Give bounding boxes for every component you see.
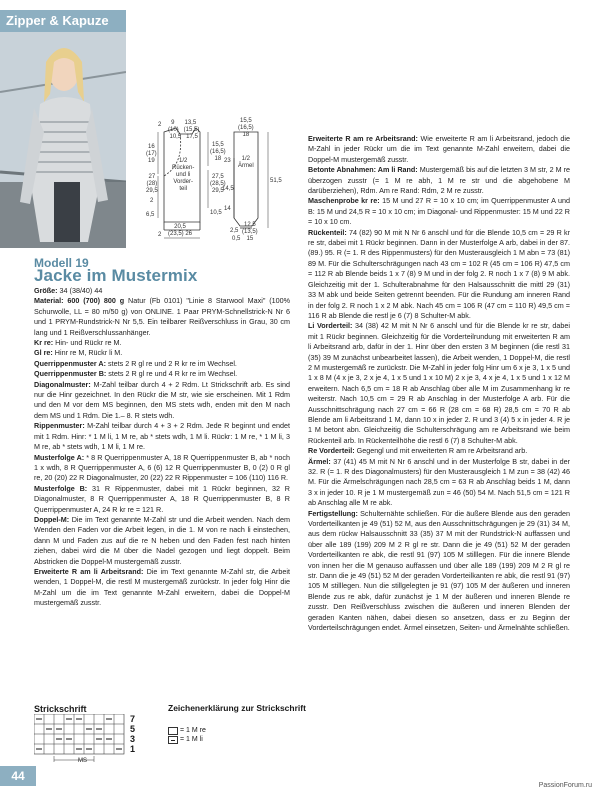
schematic-sleeve-0-5: 0,5 (232, 236, 241, 242)
paragraph: Betonte Abnahmen: Am li Rand: Mustergemäß bis auf die letzten 3 M str, 2 M re überzogen zusstr (= 1 M re abh, 1 M re str und die abgehobene M darüberziehen), Rdm. Am re Rand: Rdm, 2 M re zusstr. (308, 165, 570, 196)
schematic-bottom-left: 6,5 (146, 212, 155, 218)
stitch-chart (34, 714, 136, 775)
paragraph: Querrippenmuster B: stets 2 R gl re und 4 R kr re im Wechsel. (34, 369, 238, 379)
paragraph: Rückenteil: 74 (82) 90 M mit N Nr 6 anschl und für die Blende 10,5 cm = 29 R kr re str, dabei mit 1 Rückr beginnen. Dann in der Musterfolge A arb, dabei in der 87. (89.) 95. R (= 1. R des Rippenmusters) für den Musterausgleich 1 M abn = 73 (81) 89 M. Für die Schulterschrägungen nach 43 cm = 102 R (45 cm = 106 R) 47,5 cm = 112 R ab Blende beids 1 x 7 (8) 9 M und in der folg 2. R noch 1 x 7 (8) 9 M abk. Gleichzeitig mit der 1. Schulterabnahme für den Halsausschnitt die mittl 29 (31) 33 M abk und beide Seiten getrennt beenden. Für die Rundung am inneren Rand in der folg 2. R noch 1 x 2 M abk. Nach 45 cm = 106 R (47 cm = 110 R) 49,5 cm = 116 R ab Blende die restl je 6 (7) 8 Schulter-M abk. (308, 227, 570, 320)
legend-item (168, 726, 206, 735)
paragraph: Diagonalmuster: M-Zahl teilbar durch 4 + 2 Rdm. Lt Strickschrift arb. Es sind nur die Hinr gezeichnet. In den Rückr die M str, wie sie erscheinen. Mit 1 Rdm und den M vor dem MS beginnen, den MS stets wdh, enden mit den M nach dem MS und 1 Rdm. Die 1.– 8. R stets wdh. (34, 379, 290, 420)
chart-row-number: 7 (130, 714, 136, 724)
paragraph: Musterfolge B: 31 R Rippenmuster, dabei mit 1 Rückr beginnen, 32 R Diagonalmuster, 8 R Querrippenmuster A, 18 R Querrippenmuster B, 8 R Querrippenmuster A, 24 R kr re = 121 R. (34, 483, 291, 514)
paragraph: Musterfolge A: * 8 R Querrippenmuster A, 18 R Querrippenmuster B, ab * noch 1 x wdh, 8 R Querrippenmuster A, 6 (6) 12 R Querrippenmuster B, 0 (2) 0 R gl re, 20 (20) 22 R Diagonalmuster, 20 (22) 22 R Rippenmuster = 106 (110) 116 R. (34, 452, 290, 483)
purl-symbol-icon (168, 736, 178, 744)
schematic-hem: 10,5 (210, 210, 222, 216)
schematic-sleeve-23: 23 (224, 158, 231, 164)
legend-item (168, 735, 206, 744)
paragraph: Erweiterte R am li Arbeitsrand: Die im Text genannte M-Zahl str, die Arbeit wenden, 1 Doppel-M, die restl M mustergemäß zurückstr. In jeder folg Hinr die M-Zahl um die im Text genannte M-Zahl erweitern, dabei die Doppel-M mustergemäß zusstr. (34, 566, 290, 608)
model-number: Modell 19 (34, 256, 89, 270)
paragraph: Erweiterte R am re Arbeitsrand: Wie erweiterte R am li Arbeitsrand, jedoch die M-Zahl in jeder Rückr um die im Text genannte M-Zahl erweitern, dabei die Doppel-M mustergemäß zusstr. (308, 134, 570, 164)
legend (168, 726, 206, 744)
schematic-sleeve-top: 15,5 (16,5) 18 (238, 118, 254, 138)
schematic-small-left-2: 2 (150, 198, 154, 204)
schematic-sleeve-51-5: 51,5 (270, 178, 282, 184)
stitch-chart-title: Strickschrift (34, 704, 87, 714)
paragraph: Maschenprobe kr re: 15 M und 27 R = 10 x 10 cm; im Querrippenmuster A und B: 15 M und 24,5 R = 10 x 10 cm; im Diagonal- und Rippenmuster: 15 M und 22 R = 10 x 10 cm. (308, 196, 570, 227)
instructions-right-column (308, 134, 570, 634)
model-photo-illustration (0, 32, 126, 248)
model-title: Jacke im Mustermix (34, 266, 198, 285)
paragraph: Gl re: Hinr re M, Rückr li M. (34, 348, 123, 358)
chart-row-number: 1 (130, 744, 136, 754)
paragraph: Rippenmuster: M-Zahl teilbar durch 4 + 3 + 2 Rdm. Jede R beginnt und endet mit 1 Rdm. Hinr: * 1 M li, 1 M re, ab * stets wdh, 1 M li. Rückr: 1 M re, * 1 M li, 3 M re, ab * stets wdh, 1 M li, 1 M re. (34, 421, 290, 452)
paragraph: Material: 600 (700) 800 g Natur (Fb 0101) "Linie 8 Starwool Maxi" (100% Schurwolle, LL = 80 m/50 g) von ONLINE. 1 Paar PRYM-Schnellstrick-N Nr 6 und 1 PRYM-Rundstrick-N Nr 5,5. Ein teilbarer Reißverschluss in Grau, 30 cm lang und 1 Reißverschlussanhänger. (34, 296, 291, 337)
schematic-left-heights-2: 27 (28) 29,5 (146, 174, 158, 194)
schematic-sleeve-bottom: 12,5 (13,5) 15 (242, 222, 258, 242)
page-number: 44 (0, 766, 36, 786)
chart-row-number: 5 (130, 724, 136, 734)
paragraph: Größe: 34 (38/40) 44 (34, 286, 103, 295)
schematic-bottom-small: 2 (158, 232, 162, 238)
schematic-diagram (128, 118, 298, 250)
schematic-sleeve-2-5: 2,5 (230, 228, 239, 234)
schematic-top-widths: 9 13,5 (10) (15,5) 10,5 17,5 (168, 120, 200, 140)
legend-title: Zeichenerklärung zur Strickschrift (168, 703, 306, 713)
schematic-left-heights: 16 (17) 19 (146, 144, 157, 164)
paragraph: Li Vorderteil: 34 (38) 42 M mit N Nr 6 anschl und für die Blende kr re str, dabei mit 1 Rückr beginnen. Gleichzeitig für die Vorderteilrundung mit erweiterten R am li Arbeitsrand arb, dafür in der 1. Hinr über den ersten 3 M beginnen (die restl 31 (35) 39 M zunächst unbearbeitet lassen), die Arbeit wenden, 1 Doppel-M, die restl 2 M mustergemäß re zurückstr. Die M-Zahl in jeder folg Hinr um 6 x je 3, 1 x 5 und 1 x 8 M (4 x je 3, 2 x je 4, 1 x 5 und 1 x 10 M) 2 x je 3, 4 x je 4, 1 x 5 und 1 x 12 M erweitern. Nach 6,5 cm = 18 R ab Anschlag über alle M im Zusammenhang kr re weiterstr. Nach 10,5 cm = 29 R ab Anschlag in der Musterfolge A arb. Für die Ausschnittschrägung nach 27 cm = 66 R (28 cm = 68 R) 28,5 cm = 70 R ab Blende am li Arbeitsrand 1 M, dann 10 x in jeder 2. R und 3 (4) 5 x in jeder 4. R je 1 M betont abn. Gleichzeitig die Schulterschrägung am re Arbeitsrand wie beim Rückenteil arb. In Rückenteilhöhe die restl 6 (7) 8 Schulter-M abk. (308, 321, 570, 445)
watermark: PassionForum.ru (538, 782, 592, 789)
schematic-bottom-width: 20,5 (23,5) 26 (168, 224, 193, 237)
schematic-right-heights: 15,5 (16,5) 18 (210, 142, 226, 162)
paragraph: Re Vorderteil: Gegengl und mit erweiterten R am re Arbeitsrand arb. (308, 446, 528, 456)
paragraph: Doppel-M: Die im Text genannte M-Zahl str und die Arbeit wenden. Nach dem Wenden den Faden vor die Arbeit legen, in die 1. M von re nach li einstechen, dann M und Faden zus auf die re N heben und den Faden fest nach hinten ziehen, dabei wird die M über die Nadel gezogen und liegt doppelt. Beim Abstricken die Doppel-M mustergemäß zusstr. (34, 514, 290, 566)
chart-row-number: 3 (130, 734, 136, 744)
paragraph: Ärmel: 37 (41) 45 M mit N Nr 6 anschl und in der Musterfolge B str, dabei in der 32. R (= 1. R des Diagonalmusters) für den Musterausgleich 1 M zun = 38 (42) 46 M. Für die Ärmelschrägungen nach 28,5 cm = 63 R ab Anschlag beids 1 M, dann 3 x in jeder 10. R je 1 M mustergemäß zun = 46 (50) 54 M. Nach 51,5 cm = 121 R ab Anschlag alle M re abk. (308, 456, 570, 508)
schematic-sleeve-14: 14 (224, 206, 231, 212)
legend-label: = 1 M li (180, 736, 203, 743)
section-header: Zipper & Kapuze (0, 10, 126, 32)
instructions-left-column (34, 286, 290, 609)
paragraph: Querrippenmuster A: stets 2 R gl re und 2 R kr re im Wechsel. (34, 358, 237, 368)
schematic-sleeve-label: 1/2 Ärmel (238, 156, 254, 169)
schematic-front-label: 1/2 Rücken- und li Vorder- teil (172, 158, 195, 192)
paragraph: Kr re: Hin- und Rückr re M. (34, 338, 122, 348)
schematic-right-heights-2: 27,5 (28,5) 29,5 (210, 174, 226, 194)
legend-label: = 1 M re (180, 727, 206, 734)
chart-ms-label: MS (78, 758, 87, 764)
schematic-sleeve-14-5: 14,5 (222, 186, 234, 192)
schematic-small-left: 2 (158, 122, 162, 128)
paragraph: Fertigstellung: Schulternähte schließen. Für die äußere Blende aus den geraden Vorderteilkanten je 49 (51) 52 M, aus den Ausschnittschrägungen je 29 (31) 34 M, aus dem rückw Halsausschnitt 33 (35) 37 M mit der Rundstrick-N auffassen und über alle 189 (199) 209 M 2 R gl re str. Dann die je 49 (51) 52 M der geraden Vorderteilkanten re abk, die restl 91 (97) 105 M stilllegen. Für die innere Blende von innen her die M genauso auffassen und über alle 189 (199) 209 M 2 R gl re str. Dann die je 49 (51) 52 M der geraden Vorderteilkanten re abk, die restl 91 (97) 105 M stilllegen. Nun die stillgelegten je 91 (97) 105 M der äußeren und inneren Blende zus re abk, dafür zunächst je 1 M der äußeren und inneren Blende re zusstr. Den Reißverschluss zwischen die äußeren und inneren Blenden der geraden Kanten nähen, dabei diesen so ansetzen, dass er zu Beginn der Vorderteilschrägungen endet. Ärmel einsetzen, Seiten- und Ärmelnähte schließen. (308, 508, 570, 633)
model-photo (0, 32, 126, 248)
knit-symbol-icon (168, 727, 178, 735)
